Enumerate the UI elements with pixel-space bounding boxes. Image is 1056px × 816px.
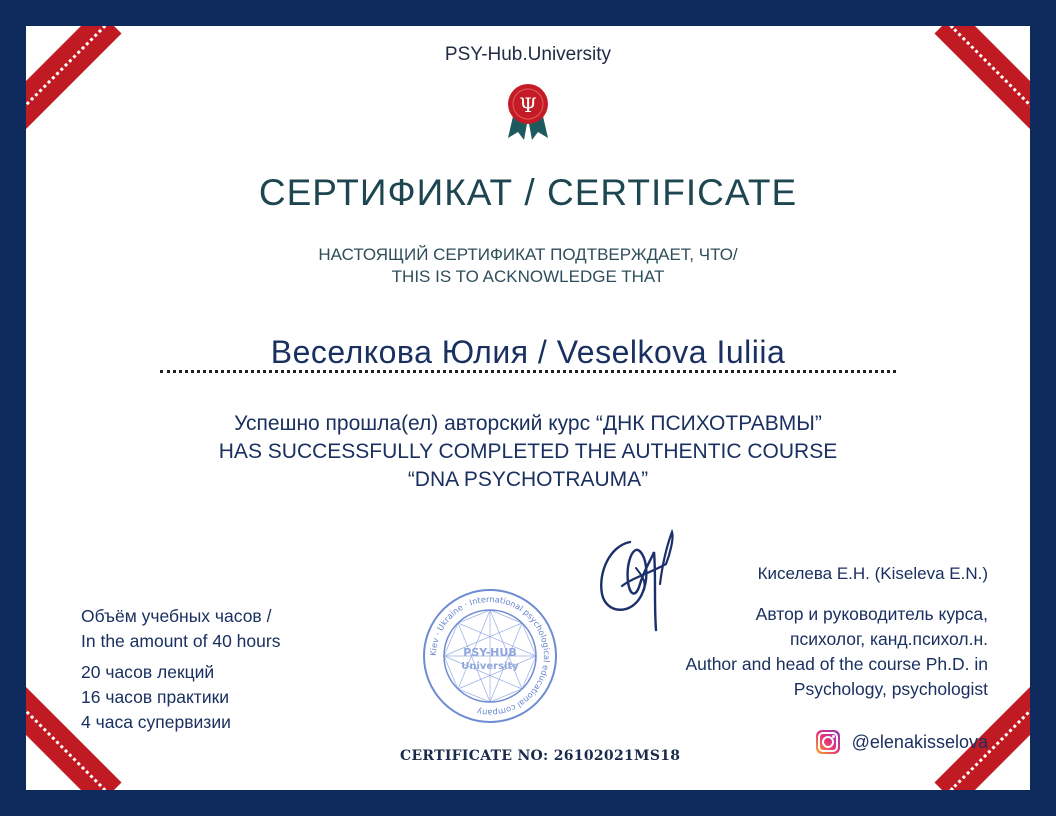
course-line-en: HAS SUCCESSFULLY COMPLETED THE AUTHENTIC COURSE — [218, 440, 838, 463]
study-hours — [81, 604, 280, 735]
stamp-center-line2: University — [461, 661, 519, 672]
hours-practice: 16 часов практики — [81, 687, 230, 707]
certificate-number: CERTIFICATE NO: 26102021MS18 — [400, 748, 681, 764]
medal-symbol: Ψ — [519, 93, 537, 117]
handwritten-signature — [592, 524, 684, 634]
name-underline — [160, 370, 896, 373]
hours-label-en: In the amount of 40 hours — [81, 631, 281, 651]
recipient-name: Веселкова Юлия / Veselkova Iuliia — [270, 334, 786, 370]
acknowledge-line-en: THIS IS TO ACKNOWLEDGE THAT — [391, 267, 665, 286]
acknowledge-text — [26, 244, 1030, 288]
psi-medal-icon — [504, 82, 552, 144]
course-line-ru: Успешно прошла(ел) авторский курс “ДНК ПСИХОТРАВМЫ” — [234, 412, 822, 435]
brand-name: PSY-Hub.University — [444, 44, 612, 65]
certificate-title: СЕРТИФИКАТ / CERTIFICATE — [258, 172, 798, 213]
corner-ribbon-top-right — [934, 26, 1030, 133]
hours-label-ru: Объём учебных часов / — [81, 606, 272, 626]
author-role-ru-1: Автор и руководитель курса, — [755, 604, 988, 624]
instagram-contact[interactable] — [816, 730, 988, 754]
author-name: Киселева Е.Н. (Kiseleva E.N.) — [757, 564, 988, 583]
hours-lectures: 20 часов лекций — [81, 662, 215, 682]
course-title-en: “DNA PSYCHOTRAUMA” — [407, 468, 649, 491]
author-block — [685, 564, 988, 702]
instagram-handle[interactable]: @elenakisselova — [851, 731, 988, 752]
author-role-en-1: Author and head of the course Ph.D. in — [685, 654, 988, 674]
hours-supervision: 4 часа супервизии — [81, 712, 231, 732]
corner-ribbon-top-left — [26, 26, 122, 133]
certificate-sheet — [26, 26, 1030, 790]
stamp-ring-text: Kiev · Ukraine · International psychological educational company — [427, 593, 553, 719]
author-role-ru-2: психолог, канд.психол.н. — [789, 629, 988, 649]
author-role-en-2: Psychology, psychologist — [793, 679, 988, 699]
instagram-icon[interactable] — [816, 730, 840, 754]
university-stamp — [422, 588, 558, 724]
course-statement — [26, 410, 1030, 494]
acknowledge-line-ru: НАСТОЯЩИЙ СЕРТИФИКАТ ПОДТВЕРЖДАЕТ, ЧТО/ — [318, 245, 738, 264]
stamp-center-line1: PSY-HUB — [463, 646, 517, 659]
